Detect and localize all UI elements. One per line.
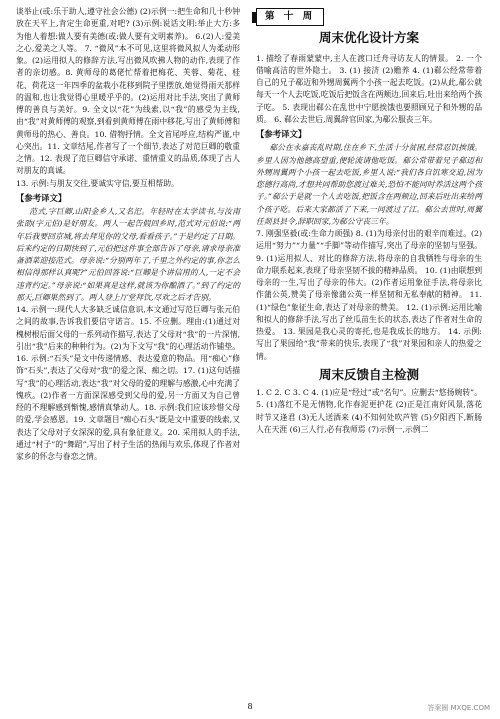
left-answers-2: 13. 示例:与朋友交往,要诚实守信,要互相帮助。 <box>16 178 179 188</box>
left-answers-1: 谈举止(或:乐于助人,遵守社会公德) (2)示例一:把生命和几十秒钟放在天平上,肯定生命更重,对吧? (3)示例:说话文明:举止大方:多为他人着想:做人要有美德(或:做人要有文明素养)。 6.(2)人:爱美之心,爱美之人等。 7. “微风”本不可见,这里将微风拟人为柔动形象。(2)运用拟人的修辞方法,写出微风吹拂人物的动作,表现了作者的亲切感。8. 黄师母的葛佬忙帮着把梅花、芙蓉、菊花、桂花、荷花这一年四季的盆栽小花移到院子里摆放,她觉得雨天那样的温和,也让我觉得心里暖乎乎的。(2)运用对比手法,突出了黄师傅的善良与美好。9. 全文以“花”为线索,以“我”的感受为主线,由“我”对黄师傅的观察,到看到黄师傅在雨中移花,写出了黄师傅和黄师母的热心、善良。10. 借物抒情。全文首尾呼应,结构严谨,中心突出。11. 文章结尾,作者写了一个细节,表达了对范巨卿的敬重之情。12. 表现了范巨卿信守承诺、重情重义的品质,体现了古人对朋友的真诚。 <box>16 7 240 176</box>
section-heading: 周末优化设计方案 <box>318 30 419 46</box>
right-answers-1: 1. 描绘了春雨蒙蒙中,主人在渡口迁舟寻访友人的情景。 2. 一个借喻高洁的世外隐士。 3. (1) 接济 (2)赡养 4. (1)郗公经常带着自己的兄子郗迈和外甥周翼两个小孩一起去吃饭。(2)从此,郗公就每天一个人去吃饭,吃饭后把饭含在两颊边,回来后,吐出来给两个孩子吃。 5. 表现出郗公在乱世中宁愿挨饿也要照顾兄子和外甥的品质。 6. 郗公去世后,周翼辞官回家,为郗公服丧三年。 <box>256 53 482 124</box>
left-column <box>16 6 240 463</box>
right-reference-text: 郗公在永嘉丧乱时期,住在乡下,生活十分贫困,经常忍饥挨饿。乡里人因为他德高望重,便轮流请他吃饭。郗公常带着兄子郗迈和外甥周翼两个小孩一起去吃饭,乡里人说:“我们各自饥寒交迫,因为您德行高尚,才想共同帮助您渡过难关,恐怕不能同时养活这两个孩子。”郗公于是就一个人去吃饭,把饭含在两颊边,回来后吐出来给两个孩子吃。后来大家都活了下来,一同渡过了江。郗公去世时,周翼任剡县县令,辞职回家,为郗公守丧三年。 <box>256 143 482 226</box>
right-answers-3: 1. C 2. C 3. C 4. (1)应是“经过”或“名句”。应删去“悠扬婉转”。 5. (1)落红不是无情物,化作春泥更护花 (2)正是江南好风景,落花时节又逢君 (3)无人送酒来 (4)不知何处吹芦管 (5)夕阳西下,断肠人在天涯 (6)三人行,必有我师焉 (7)示例一,示例二 <box>256 388 482 434</box>
week-label-box: 第 十 周 <box>256 8 324 26</box>
watermark: 答案圈 MXQE.COM <box>427 704 490 712</box>
feedback-heading: 周末反馈自主检测 <box>318 366 419 382</box>
left-answers-3: 14. 示例一:现代人大多缺乏诚信意识,本文通过写范巨卿与张元伯之间的故事,告诉我们要信守诺言。15. 不应删。理由:(1)通过对槐树根后面父母的一系列动作描写,表达了父母对“我”的一片深情,引出“我”后来的种种行为。(2)为下文写“我”的心理活动作铺垫。16. 示例:“石头”是文中传递情感、表达爱意的物品。用“痴心”修饰“石头”,表达了父母对“我”的爱之深、痴之切。17. (1)这句话描写“我”的心理活动,表达“我”对父母的爱的理解与感激,心中充满了愧疚。(2)作者一方面深深感受到父母的爱,另一方面又为自己曾经的不理解感到惭愧,感情真挚动人。18. 示例:我们应该珍惜父母的爱,学会感恩。19. 文章题目“痴心石头”既是文中重要的线索,又表达了父母对子女深深的爱,具有象征意义。20. 采用拟人的手法,通过“村子”的“舞蹈”,写出了村子生活的热闹与欢乐,体现了作者对家乡的怀念与眷恋之情。 <box>16 305 240 461</box>
left-reference-text: 范式,字巨卿,山阳金乡人,又名汜。年轻时在太学读书,与汝南张劭(字元伯)是好朋友。两人一起告假回乡时,范式对元伯说:“两年后我要回京城,将去拜见你的父母,看看孩子。”于是约定了日期。后来约定的日期快到了,元伯把这件事全部告诉了母亲,请求母亲准备酒菜迎接范式。母亲说:“分别两年了,千里之外约定的事,你怎么相信得那样认真呢?”元伯回答说:“巨卿是个讲信用的人,一定不会违背约定。”母亲说:“如果真是这样,就该为你酿酒了。”到了约定的那天,巨卿果然到了。两人登上厅堂拜饮,尽欢之后才告别。 <box>16 207 240 302</box>
right-reference-title: 【参考译文】 <box>256 129 307 139</box>
page-number: 8 <box>247 702 253 711</box>
right-column <box>256 6 482 436</box>
right-answers-2: 7. 刚强坚毅(或:生命力顽强) 8. (1)为母亲付出的艰辛而难过。(2)运用“努力”“力量”“手脚”等动作描写,突出了母亲的坚韧与坚强。 9. (1)运用拟人、对比的修辞方法,将母亲的自我牺牲与母亲的生命力联系起来,表现了母亲坚韧不拔的精神品质。 10. (1)由联想到母亲的一生,写出了母亲的伟大。(2)作者运用象征手法,将母亲比作蒲公英,赞美了母亲像蒲公英一样坚韧和无私奉献的精神。 11. (1)“绿色”象征生命,表达了对母亲的赞美。 12. (1)示例:运用比喻和拟人的修辞手法,写出了丝瓜苗生长的状态,表达了作者对生命的热爱。 13. 果园是我心灵的寄托,也是我成长的地方。 14. 示例:写出了果园给“我”带来的快乐,表现了“我”对果园和亲人的热爱之情。 <box>256 229 482 361</box>
left-reference-title: 【参考译文】 <box>16 192 67 203</box>
